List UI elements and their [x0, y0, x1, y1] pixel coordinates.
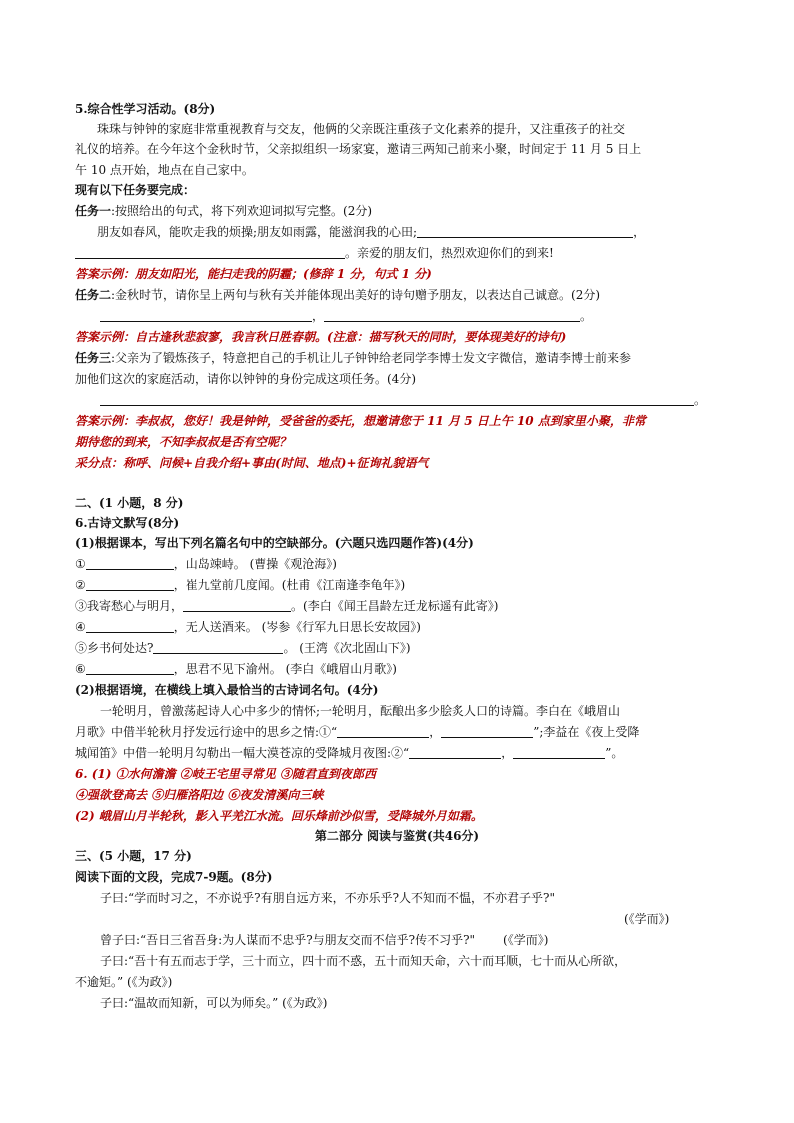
- q5-intro-line-1: 珠珠与钟钟的家庭非常重视教育与交友，他俩的父亲既注重孩子文化素养的提升，又注重孩子的社交: [97, 122, 626, 136]
- answer-6-line-2: ④强欲登高去 ⑤归雁洛阳边 ⑥夜发清溪向三峡: [75, 788, 324, 802]
- item-text: 。(李白《闻王昌龄左迁龙标遥有此寄》): [291, 599, 499, 613]
- context-line-2: [75, 724, 639, 740]
- punct: 。: [580, 309, 593, 323]
- recite-blank-3[interactable]: [183, 599, 291, 612]
- answer-3-line-1: 答案示例：李叔叔，您好！我是钟钟，受爸爸的委托，想邀请您于 11 月 5 日上午 10 点到家里小聚，非常: [75, 414, 646, 428]
- item-prefix: ⑥: [75, 662, 86, 676]
- item-prefix: ④: [75, 620, 86, 634]
- task1-closing: 。亲爱的朋友们，热烈欢迎你们的到来!: [345, 246, 554, 260]
- recite-item-1: [75, 556, 337, 572]
- recite-item-6: [75, 661, 397, 677]
- q5-intro-line-3: 午 10 点开始，地点在自己家中。: [75, 163, 254, 177]
- task2-label: 任务二: [75, 288, 112, 302]
- q6-part2: (2)根据语境，在横线上填入最恰当的古诗词名句。(4分): [75, 683, 379, 697]
- analects-2: [100, 932, 548, 948]
- context-line-3: [75, 745, 623, 761]
- task2-prompt: [75, 287, 600, 303]
- task1-blank-1[interactable]: [417, 225, 633, 238]
- tasks-heading: 现有以下任务要完成：: [75, 183, 196, 197]
- recite-blank-1[interactable]: [86, 557, 174, 570]
- item-prefix: ⑤乡书何处达?: [75, 641, 154, 655]
- analects-2-text: 曾子曰:“吾日三省吾身:为人谋而不忠乎?与朋友交而不信乎?传不习乎?": [100, 933, 476, 947]
- task3-answer-line: [100, 392, 706, 408]
- task2-blank-2[interactable]: [324, 309, 580, 322]
- context-text: 城闻笛》中借一轮明月勾勒出一幅大漠苍凉的受降城月夜图:②“: [75, 746, 410, 760]
- item-text: 。 (王湾《次北固山下》): [283, 641, 411, 655]
- recite-blank-4[interactable]: [86, 620, 174, 633]
- q6-title: 6.古诗文默写(8分): [75, 516, 180, 530]
- recite-blank-5[interactable]: [153, 641, 283, 654]
- task3-label: 任务三: [75, 351, 112, 365]
- item-text: ，思君不见下渝州。 (李白《峨眉山月歌》): [173, 662, 397, 676]
- answer-6-line-1: 6. (1) ①水何澹澹 ②岐王宅里寻常见 ③随君直到夜郎西: [75, 767, 376, 781]
- scoring-points: 采分点：称呼、问候+自我介绍+事由(时间、地点)+征询礼貌语气: [75, 456, 429, 470]
- section2-heading: 二、(1 小题，8 分): [75, 496, 184, 510]
- task3-text: :父亲为了锻炼孩子，特意把自己的手机让儿子钟钟给老同学李博士发文字微信，邀请李博士前来参: [111, 351, 632, 365]
- recite-item-3: [75, 598, 498, 614]
- item-text: ，崔九堂前几度闻。(杜甫《江南逢李龟年》): [173, 578, 406, 592]
- punct: ，: [312, 309, 325, 323]
- context-blank-4[interactable]: [513, 746, 605, 759]
- answer-1: 答案示例：朋友如阳光，能扫走我的阴霾；(修辞 1 分，句式 1 分): [75, 267, 432, 281]
- task2-blank-1[interactable]: [100, 309, 312, 322]
- analects-1-source: (《学而》): [624, 912, 670, 926]
- context-text: ”;李益在《夜上受降: [533, 725, 640, 739]
- item-prefix: ②: [75, 578, 86, 592]
- analects-3-cont: 不逾矩。” (《为政》): [75, 975, 173, 989]
- part2-title: 第二部分 阅读与鉴赏(共46分): [314, 829, 480, 843]
- recite-item-2: [75, 577, 405, 593]
- task1-text: :按照给出的句式，将下列欢迎词拟写完整。(2分): [111, 204, 373, 218]
- task3-prompt-2: 加他们这次的家庭活动，请你以钟钟的身份完成这项任务。(4分): [75, 372, 417, 386]
- section3-heading: 三、(5 小题，17 分): [75, 849, 192, 863]
- task2-text: :金秋时节，请你呈上两句与秋有关并能体现出美好的诗句赠予朋友，以表达自己诚意。(2分): [111, 288, 601, 302]
- punct: 。: [694, 393, 707, 407]
- punct: ，: [633, 225, 646, 239]
- context-text: ”。: [605, 746, 624, 760]
- task3-blank[interactable]: [100, 393, 694, 406]
- task2-answer-line: [100, 308, 592, 324]
- analects-4: 子曰:“温故而知新，可以为师矣。” (《为政》): [100, 996, 328, 1010]
- task1-line-2: [75, 245, 554, 261]
- task3-prompt: [75, 350, 631, 366]
- task1-blank-2[interactable]: [75, 246, 345, 259]
- answer-2: 答案示例：自古逢秋悲寂寥，我言秋日胜春朝。(注意：描写秋天的同时，要体现美好的诗句): [75, 330, 567, 344]
- context-blank-3[interactable]: [409, 746, 501, 759]
- recite-blank-2[interactable]: [86, 578, 174, 591]
- answer-6-line-3: (2) 峨眉山月半轮秋，影入平羌江水流。回乐烽前沙似雪，受降城外月如霜。: [75, 809, 483, 823]
- q5-title: 5.综合性学习活动。(8分): [75, 102, 216, 116]
- task1-line-1: [97, 224, 645, 240]
- context-blank-1[interactable]: [337, 725, 429, 738]
- context-blank-2[interactable]: [441, 725, 533, 738]
- context-line-1: 一轮明月，曾激荡起诗人心中多少的情怀;一轮明月，酝酿出多少脍炙人口的诗篇。李白在《峨眉山: [100, 704, 621, 718]
- item-text: ，无人送酒来。 (岑参《行军九日思长安故园》): [173, 620, 421, 634]
- item-prefix: ③我寄愁心与明月，: [75, 599, 184, 613]
- recite-item-5: [75, 640, 411, 656]
- analects-1: 子曰:“学而时习之，不亦说乎?有朋自远方来，不亦乐乎?人不知而不愠，不亦君子乎?": [100, 891, 556, 905]
- answer-3-line-2: 期待您的到来，不知李叔叔是否有空呢？: [75, 435, 292, 449]
- q6-part1: (1)根据课本，写出下列名篇名句中的空缺部分。(六题只选四题作答)(4分): [75, 536, 474, 550]
- analects-3: 子曰:“吾十有五而志于学，三十而立，四十而不惑，五十而知天命，六十而耳顺，七十而从心所欲，: [100, 954, 627, 968]
- task1-sentence: 朋友如春风，能吹走我的烦操;朋友如雨露，能滋润我的心田;: [97, 225, 418, 239]
- recite-item-4: [75, 619, 421, 635]
- item-text: ，山岛竦峙。 (曹操《观沧海》): [173, 557, 337, 571]
- analects-2-source: (《学而》): [503, 933, 549, 947]
- task1-prompt: [75, 203, 372, 219]
- item-prefix: ①: [75, 557, 86, 571]
- punct: ，: [429, 725, 442, 739]
- punct: ，: [501, 746, 514, 760]
- q5-intro-line-2: 礼仪的培养。在今年这个金秋时节，父亲拟组织一场家宴，邀请三两知己前来小聚，时间定于 11 月 5 日上: [75, 142, 642, 156]
- recite-blank-6[interactable]: [86, 662, 174, 675]
- reading-instruction: 阅读下面的文段，完成7-9题。(8分): [75, 870, 273, 884]
- task1-label: 任务一: [75, 204, 112, 218]
- context-text: 月歌》中借半轮秋月抒发远行途中的思乡之情:①“: [75, 725, 338, 739]
